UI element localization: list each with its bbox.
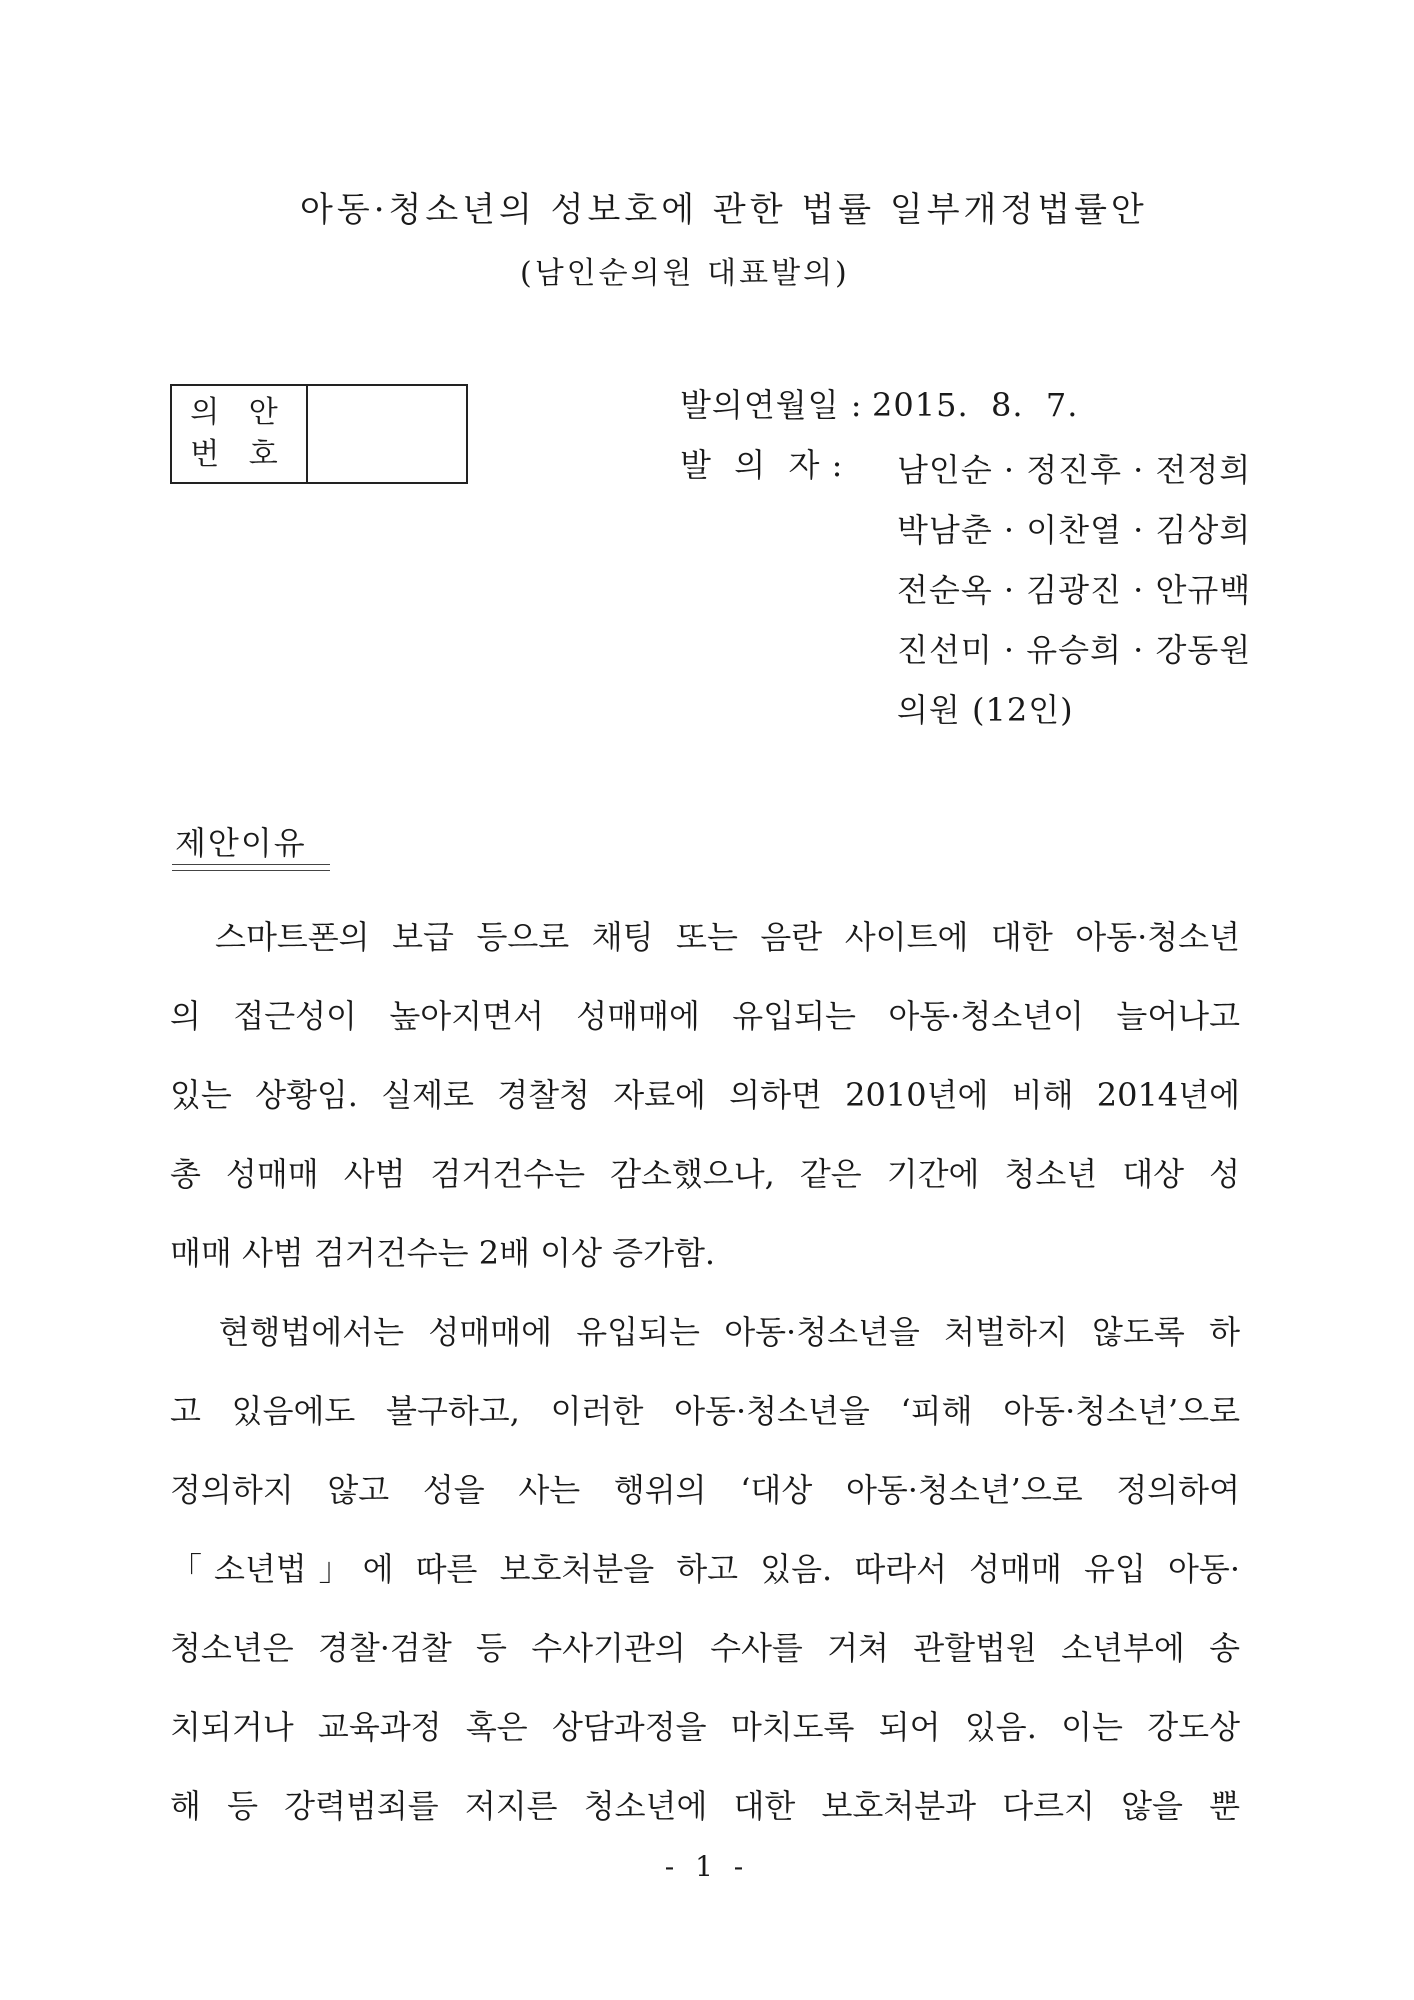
sponsor-line: 박남춘 · 이찬열 · 김상희 bbox=[897, 511, 1252, 549]
sponsor-label-line bbox=[680, 440, 872, 486]
sponsor-line: 전순옥 · 김광진 · 안규백 bbox=[897, 571, 1252, 609]
page-number: - 1 - bbox=[664, 1850, 750, 1883]
section-heading-underline bbox=[172, 864, 330, 871]
text-line: 정의하지 않고 성을 사는 행위의 ‘대상 아동·청소년’으로 정의하여 bbox=[170, 1471, 1240, 1509]
text-line: 해 등 강력범죄를 저지른 청소년에 대한 보호처분과 다르지 않을 뿐 bbox=[170, 1787, 1240, 1825]
document-title: 아동·청소년의 성보호에 관한 법률 일부개정법률안 bbox=[300, 190, 1148, 230]
text-line: 치되거나 교육과정 혹은 상담과정을 마치도록 되어 있음. 이는 강도상 bbox=[170, 1708, 1240, 1746]
text-line: 스마트폰의 보급 등으로 채팅 또는 음란 사이트에 대한 아동·청소년 bbox=[170, 918, 1240, 956]
bill-number-label bbox=[172, 386, 308, 482]
text-line: 매매 사범 검거건수는 2배 이상 증가함. bbox=[170, 1234, 716, 1272]
section-heading: 제안이유 bbox=[175, 824, 307, 862]
bill-number-label-line1: 의 안 bbox=[190, 395, 288, 430]
sponsor-label: 발 의 자 : bbox=[680, 446, 844, 484]
sponsor-line: 의원 (12인) bbox=[897, 691, 1074, 729]
proposal-date-value: 2015. 8. 7. bbox=[872, 386, 1079, 424]
paragraph-reason-1 bbox=[170, 898, 1240, 1293]
proposal-date-label: 발의연월일 : bbox=[680, 386, 863, 424]
sponsor-line: 남인순 · 정진후 · 전정희 bbox=[897, 451, 1252, 489]
document-subtitle: (남인순의원 대표발의) bbox=[520, 256, 850, 291]
text-line: 현행법에서는 성매매에 유입되는 아동·청소년을 처벌하지 않도록 하 bbox=[170, 1313, 1240, 1351]
bill-number-label-line2: 번 호 bbox=[190, 437, 288, 472]
proposal-date-line bbox=[680, 380, 1078, 426]
text-line: 고 있음에도 불구하고, 이러한 아동·청소년을 ‘피해 아동·청소년’으로 bbox=[170, 1392, 1240, 1430]
text-line: 「소년법」에 따른 보호처분을 하고 있음. 따라서 성매매 유입 아동· bbox=[170, 1550, 1240, 1588]
text-line: 의 접근성이 높아지면서 성매매에 유입되는 아동·청소년이 늘어나고 bbox=[170, 997, 1240, 1035]
sponsor-list bbox=[897, 440, 1251, 740]
bill-number-value bbox=[308, 386, 466, 482]
paragraph-reason-2 bbox=[170, 1293, 1240, 1846]
bill-number-box bbox=[170, 384, 468, 484]
sponsor-line: 진선미 · 유승희 · 강동원 bbox=[897, 631, 1252, 669]
text-line: 있는 상황임. 실제로 경찰청 자료에 의하면 2010년에 비해 2014년에 bbox=[170, 1076, 1240, 1114]
text-line: 청소년은 경찰·검찰 등 수사기관의 수사를 거쳐 관할법원 소년부에 송 bbox=[170, 1629, 1240, 1667]
text-line: 총 성매매 사범 검거건수는 감소했으나, 같은 기간에 청소년 대상 성 bbox=[170, 1155, 1240, 1193]
